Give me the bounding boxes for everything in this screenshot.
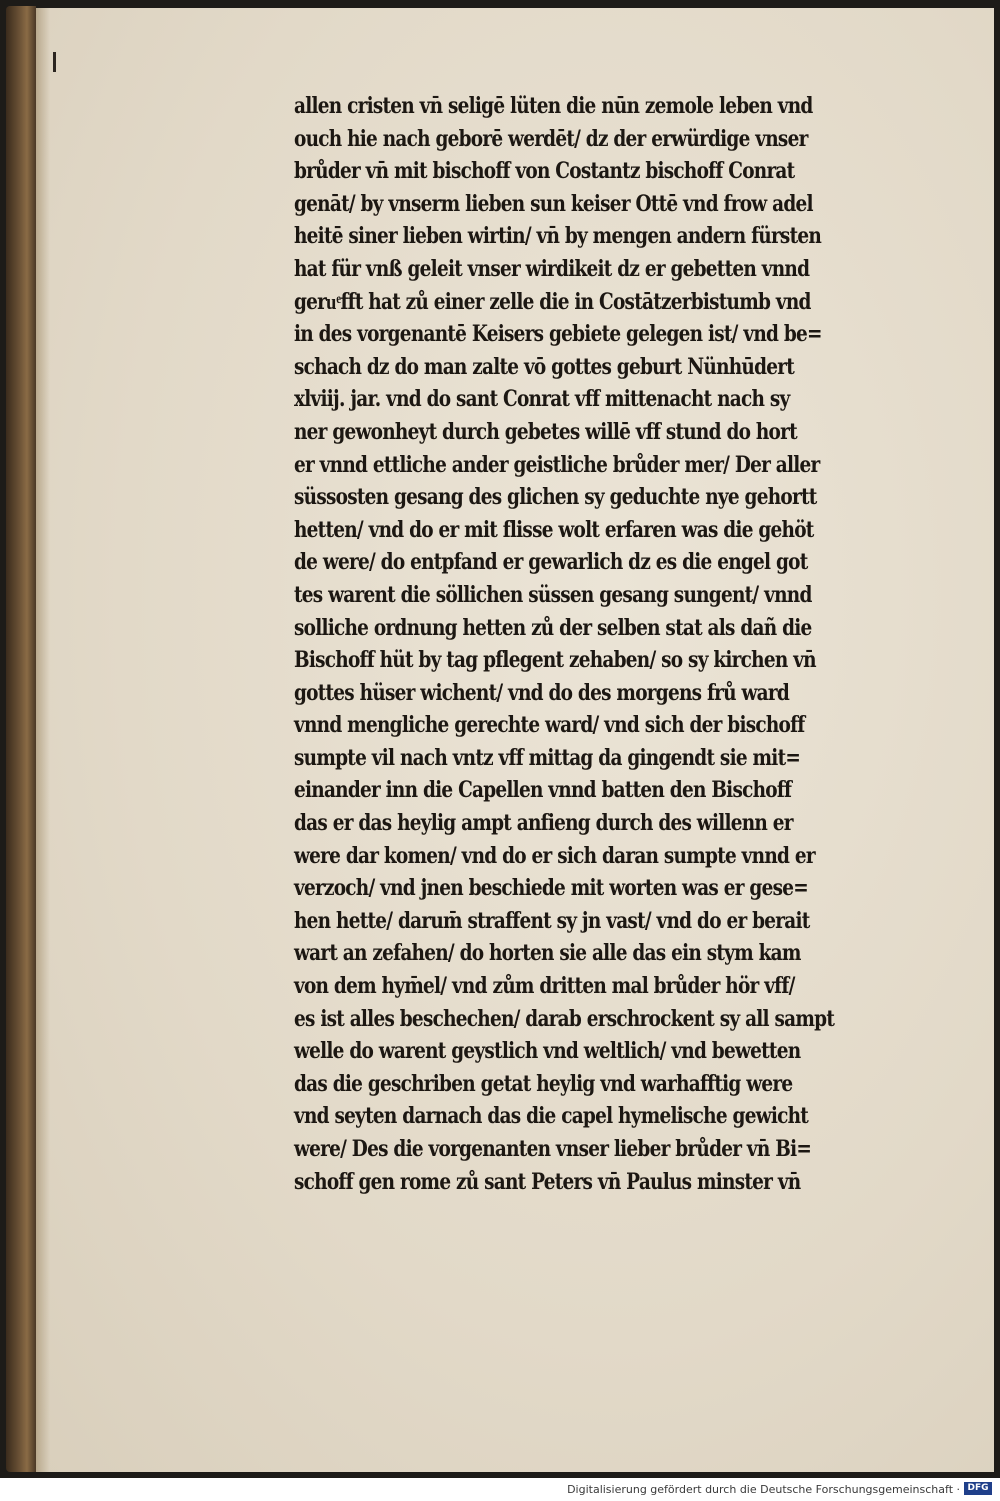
text-line: das die geschriben getat heylig vnd warhafftig were	[294, 1070, 793, 1097]
text-line: von dem hym̄el/ vnd zům dritten mal brůder hör vff/	[294, 973, 795, 1000]
text-line: solliche ordnung hetten zů der selben stat als dañ die	[294, 614, 812, 641]
text-line: er vnnd ettliche ander geistliche brůder mer/ Der aller	[294, 451, 820, 478]
text-line: ouch hie nach geborē werdēt/ dz der erwürdige vnser	[294, 125, 808, 152]
text-line: were dar komen/ vnd do er sich daran sumpte vnnd er	[294, 842, 815, 869]
text-line: sumpte vil nach vntz vff mittag da gingendt sie mit=	[294, 744, 801, 771]
page-edge-mark	[53, 52, 56, 72]
printed-text-block	[294, 90, 956, 1198]
text-line: es ist alles beschechen/ darab erschrockent sy all sampt	[294, 1005, 835, 1032]
text-line: einander inn die Capellen vnnd batten den Bischoff	[294, 777, 792, 804]
text-line: heitē siner lieben wirtin/ vn̄ by mengen andern fürsten	[294, 223, 822, 250]
text-line: vnnd mengliche gerechte ward/ vnd sich der bischoff	[294, 712, 805, 739]
text-line: Bischoff hüt by tag pflegent zehaben/ so sy kirchen vn̄	[294, 647, 816, 674]
text-line: genāt/ by vnserm lieben sun keiser Ottē vnd frow adel	[294, 190, 813, 217]
text-line: verzoch/ vnd jnen beschiede mit worten was er gese=	[294, 875, 808, 902]
text-line: wart an zefahen/ do horten sie alle das ein stym kam	[294, 940, 801, 967]
text-line: das er das heylig ampt anfieng durch des willenn er	[294, 810, 793, 837]
funding-credit: Digitalisierung gefördert durch die Deutsche Forschungsgemeinschaft ·	[567, 1483, 960, 1496]
text-line: hen hette/ darum̄ straffent sy jn vast/ vnd do er berait	[294, 907, 810, 934]
text-line: hat für vnß geleit vnser wirdikeit dz er gebetten vnnd	[294, 255, 810, 282]
text-line: hetten/ vnd do er mit flisse wolt erfaren was die gehöt	[294, 516, 814, 543]
text-line: allen cristen vn̄ seligē lüten die nūn zemole leben vnd	[294, 93, 813, 119]
text-line: in des vorgenantē Keisers gebiete gelegen ist/ vnd be=	[294, 321, 822, 348]
text-line: schoff gen rome zů sant Peters vn̄ Paulus minster vn̄	[294, 1168, 801, 1195]
text-line: xlviij. jar. vnd do sant Conrat vff mittenacht nach sy	[294, 386, 790, 413]
text-line: tes warent die söllichen süssen gesang sungent/ vnnd	[294, 581, 812, 608]
text-line: geruͤfft hat zů einer zelle die in Costātzerbistumb vnd	[294, 288, 811, 315]
text-line: vnd seyten darnach das die capel hymelische gewicht	[294, 1103, 809, 1130]
text-line: süssosten gesang des glichen sy geduchte nye gehortt	[294, 484, 817, 511]
text-line: were/ Des die vorgenanten vnser lieber brůder vn̄ Bi=	[294, 1136, 812, 1162]
text-line: ner gewonheyt durch gebetes willē vff stund do hort	[294, 418, 797, 445]
book-page	[36, 8, 994, 1472]
text-line: schach dz do man zalte vō gottes geburt Nünhūdert	[294, 353, 795, 380]
text-line: gottes hüser wichent/ vnd do des morgens frů ward	[294, 679, 789, 706]
text-line: de were/ do entpfand er gewarlich dz es die engel got	[294, 549, 808, 576]
book-binding	[6, 6, 36, 1472]
page-gutter-shadow	[36, 8, 50, 1472]
dfg-logo: DFG	[964, 1482, 992, 1495]
text-line: welle do warent geystlich vnd weltlich/ vnd bewetten	[294, 1038, 801, 1065]
footer-bar	[0, 1478, 1000, 1501]
text-line: brůder vn̄ mit bischoff von Costantz bischoff Conrat	[294, 158, 795, 185]
